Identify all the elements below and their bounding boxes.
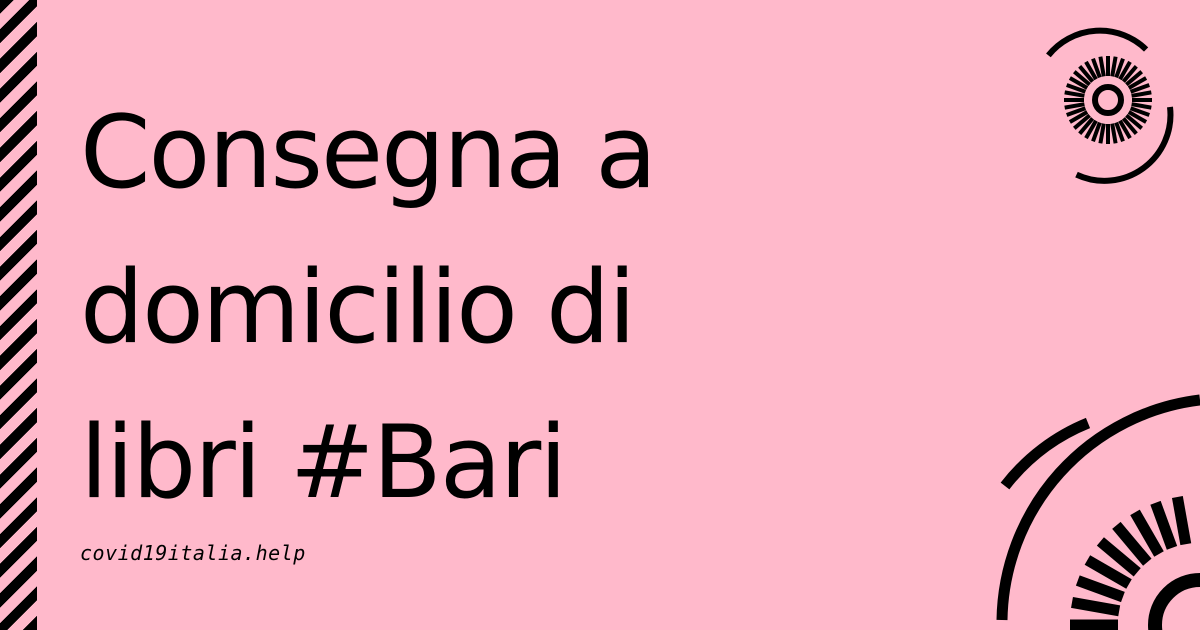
headline — [80, 75, 840, 540]
tick-mark — [1177, 497, 1185, 544]
outer-arc-top — [1048, 31, 1146, 56]
radial-burst-icon — [1030, 25, 1180, 185]
headline-line-3: libri #Bari — [80, 403, 566, 521]
tick-mark — [1132, 92, 1152, 95]
tick-mark — [1078, 581, 1123, 598]
large-inner-ring — [1155, 580, 1200, 630]
tick-mark — [1112, 57, 1115, 77]
tick-mark — [1132, 104, 1152, 107]
site-url: covid19italia.help — [80, 541, 306, 565]
inner-ring — [1095, 87, 1121, 113]
tick-mark — [1065, 92, 1085, 95]
tick-mark — [1156, 503, 1173, 548]
radial-burst-icon-large — [990, 380, 1200, 630]
tick-mark — [1100, 124, 1103, 144]
headline-line-1: Consegna a — [80, 93, 656, 211]
tick-mark — [1100, 57, 1103, 77]
tick-mark — [1072, 602, 1119, 610]
headline-line-2: domicilio di — [80, 248, 635, 366]
tick-mark — [1065, 104, 1085, 107]
diagonal-stripe-border — [0, 0, 37, 630]
tick-mark — [1112, 124, 1115, 144]
